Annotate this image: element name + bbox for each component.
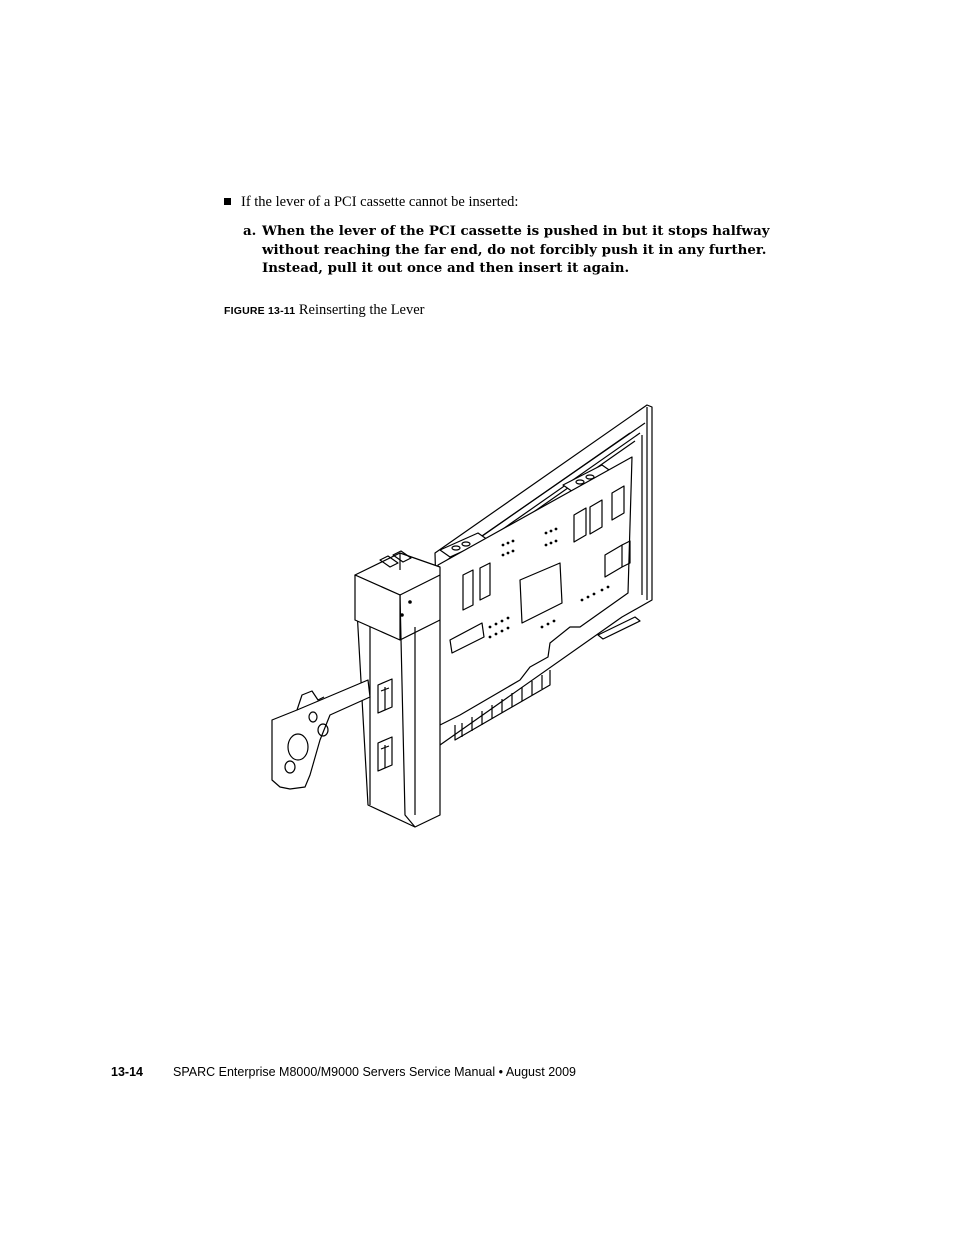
- page-number: 13-14: [111, 1065, 143, 1079]
- step-text: When the lever of the PCI cassette is pushed in but it stops halfway without reaching the far end, do not forcibly push it in any further. Instead, pull it out once and then insert it again.: [262, 223, 770, 276]
- pci-cassette-illustration: [250, 395, 670, 835]
- footer-separator: •: [498, 1065, 504, 1079]
- step-letter: a.: [243, 223, 257, 239]
- page-footer: [111, 1064, 576, 1080]
- bullet-text: If the lever of a PCI cassette cannot be inserted:: [241, 194, 519, 210]
- figure-label: FIGURE 13-11: [224, 305, 296, 317]
- bullet-item: [224, 192, 518, 212]
- figure-caption: [224, 300, 425, 321]
- footer-date: August 2009: [505, 1065, 577, 1079]
- procedure-step: [243, 222, 803, 278]
- figure-title: Reinserting the Lever: [298, 302, 425, 318]
- manual-title: SPARC Enterprise M8000/M9000 Servers Service Manual: [173, 1065, 496, 1079]
- bullet-square-icon: [224, 198, 231, 205]
- cassette-lever: [272, 680, 370, 789]
